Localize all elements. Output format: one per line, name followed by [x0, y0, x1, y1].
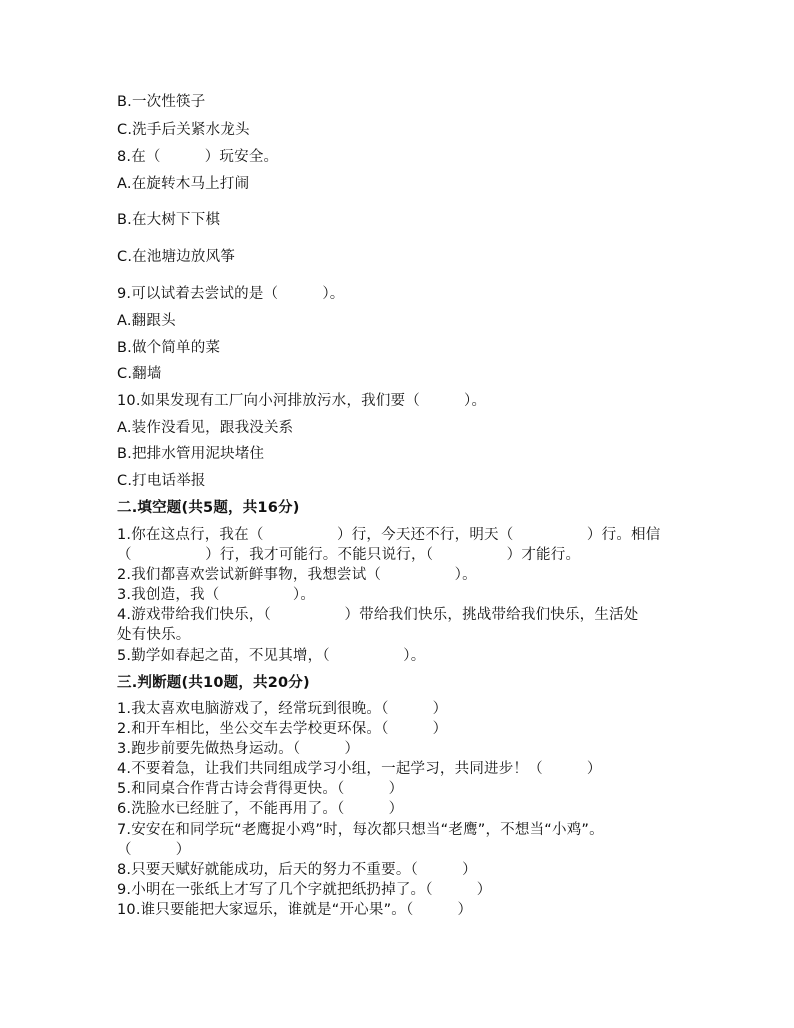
judge-item-5: 5.和同桌合作背古诗会背得更快。（ ）	[117, 781, 404, 797]
fill-item-1-line-2: （ ）行，我才可能行。不能只说行，（ ）才能行。	[117, 547, 581, 563]
q9-option-b: B.做个简单的菜	[117, 340, 221, 356]
q10-option-b: B.把排水管用泥块堵住	[117, 446, 265, 462]
q10-option-c: C.打电话举报	[117, 473, 206, 489]
judge-item-8: 8.只要天赋好就能成功，后天的努力不重要。（ ）	[117, 862, 477, 878]
q8-option-a: A.在旋转木马上打闹	[117, 176, 250, 192]
q7-option-c: C.洗手后关紧水龙头	[117, 122, 250, 138]
judge-item-1: 1.我太喜欢电脑游戏了，经常玩到很晚。（ ）	[117, 701, 448, 717]
fill-item-4-line-1: 4.游戏带给我们快乐，（ ）带给我们快乐，挑战带给我们快乐，生活处	[117, 607, 639, 623]
judge-item-2: 2.和开车相比，坐公交车去学校更环保。（ ）	[117, 721, 448, 737]
judge-item-10: 10.谁只要能把大家逗乐，谁就是“开心果”。（ ）	[117, 902, 473, 918]
judge-item-9: 9.小明在一张纸上才写了几个字就把纸扔掉了。（ ）	[117, 882, 492, 898]
q9-question: 9.可以试着去尝试的是（ ）。	[117, 286, 345, 302]
fill-section-heading: 二.填空题(共5题，共16分)	[117, 500, 300, 516]
q8-question: 8.在（ ）玩安全。	[117, 149, 279, 165]
q9-option-c: C.翻墙	[117, 366, 162, 382]
fill-item-2: 2.我们都喜欢尝试新鲜事物，我想尝试（ ）。	[117, 567, 477, 583]
fill-item-1-line-1: 1.你在这点行，我在（ ）行，今天还不行，明天（ ）行。相信	[117, 527, 661, 543]
q10-option-a: A.装作没看见，跟我没关系	[117, 420, 294, 436]
judge-item-4: 4.不要着急，让我们共同组成学习小组，一起学习，共同进步！（ ）	[117, 761, 602, 777]
judge-item-7-line-1: 7.安安在和同学玩“老鹰捉小鸡”时，每次都只想当“老鹰”，不想当“小鸡”。	[117, 822, 604, 838]
judge-item-3: 3.跑步前要先做热身运动。（ ）	[117, 741, 360, 757]
judge-section-heading: 三.判断题(共10题，共20分)	[117, 675, 310, 691]
q10-question: 10.如果发现有工厂向小河排放污水，我们要（ ）。	[117, 393, 487, 409]
fill-item-5: 5.勤学如春起之苗，不见其增，（ ）。	[117, 648, 426, 664]
judge-item-6: 6.洗脸水已经脏了，不能再用了。（ ）	[117, 801, 404, 817]
q7-option-b: B.一次性筷子	[117, 94, 206, 110]
q8-option-b: B.在大树下下棋	[117, 212, 221, 228]
fill-item-4-line-2: 处有快乐。	[117, 627, 191, 643]
judge-item-7-line-2: （ ）	[117, 842, 191, 858]
q8-option-c: C.在池塘边放风筝	[117, 249, 236, 265]
fill-item-3: 3.我创造，我（ ）。	[117, 587, 316, 603]
q9-option-a: A.翻跟头	[117, 313, 176, 329]
